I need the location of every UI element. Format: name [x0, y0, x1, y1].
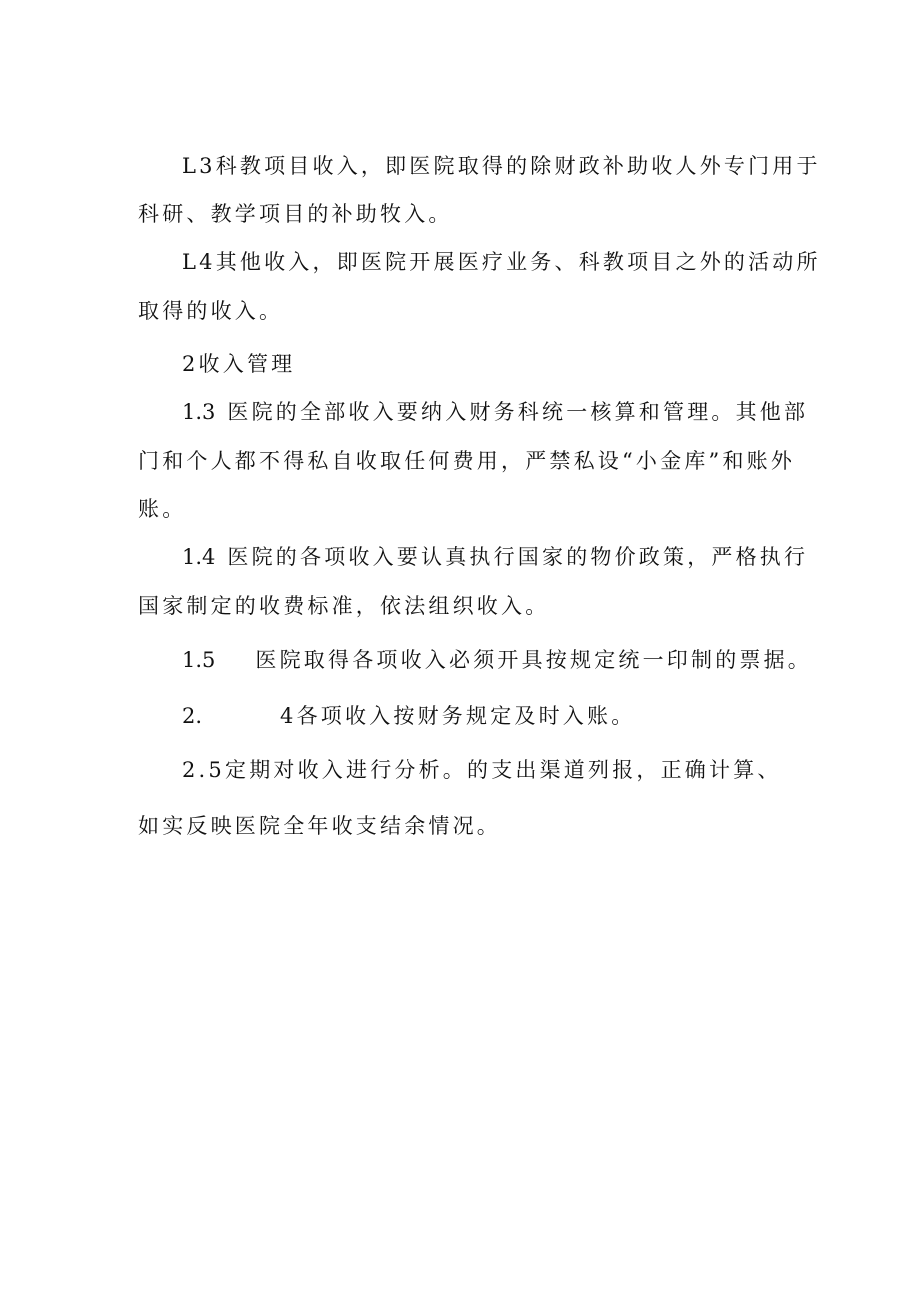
paragraph-l4-line-2: 取得的收入。 [138, 299, 284, 323]
paragraph-1-5-line-1 [182, 646, 812, 674]
paragraph-2-4-line-1 [182, 702, 635, 730]
paragraph-number: 2. [182, 704, 203, 728]
paragraph-l4-line-1: L4其他收入，即医院开展医疗业务、科教项目之外的活动所 [182, 250, 821, 274]
paragraph-number: 1.3 [182, 400, 216, 424]
paragraph-l3-line-1: L3科教项目收入，即医院取得的除财政补助收人外专门用于 [182, 154, 821, 178]
paragraph-number: 1.5 [182, 648, 216, 672]
paragraph-l3-line-2: 科研、教学项目的补助牧入。 [138, 202, 453, 226]
paragraph-2-5-line-2: 如实反映医院全年收支结余情况。 [138, 814, 501, 838]
paragraph-text: 医院的各项收入要认真执行国家的物价政策，严格执行 [227, 545, 809, 569]
paragraph-1-3-line-3: 账。 [138, 497, 187, 521]
paragraph-1-4-line-2: 国家制定的收费标准，依法组织收入。 [138, 594, 550, 618]
paragraph-1-3-line-1 [182, 398, 808, 426]
paragraph-text: 医院取得各项收入必须开具按规定统一印制的票据。 [255, 648, 813, 672]
paragraph-1-4-line-1 [182, 543, 808, 571]
paragraph-text: 4各项收入按财务规定及时入账。 [280, 704, 636, 728]
paragraph-1-3-line-2: 门和个人都不得私自收取任何费用，严禁私设“小金库”和账外 [138, 449, 796, 473]
paragraph-number: 1.4 [182, 545, 216, 569]
paragraph-text: 医院的全部收入要纳入财务科统一核算和管理。其他部 [227, 400, 809, 424]
section-heading-income-management: 2收入管理 [182, 352, 296, 376]
paragraph-2-5-line-1: 2.5定期对收入进行分析。的支出渠道列报，正确计算、 [182, 758, 782, 782]
